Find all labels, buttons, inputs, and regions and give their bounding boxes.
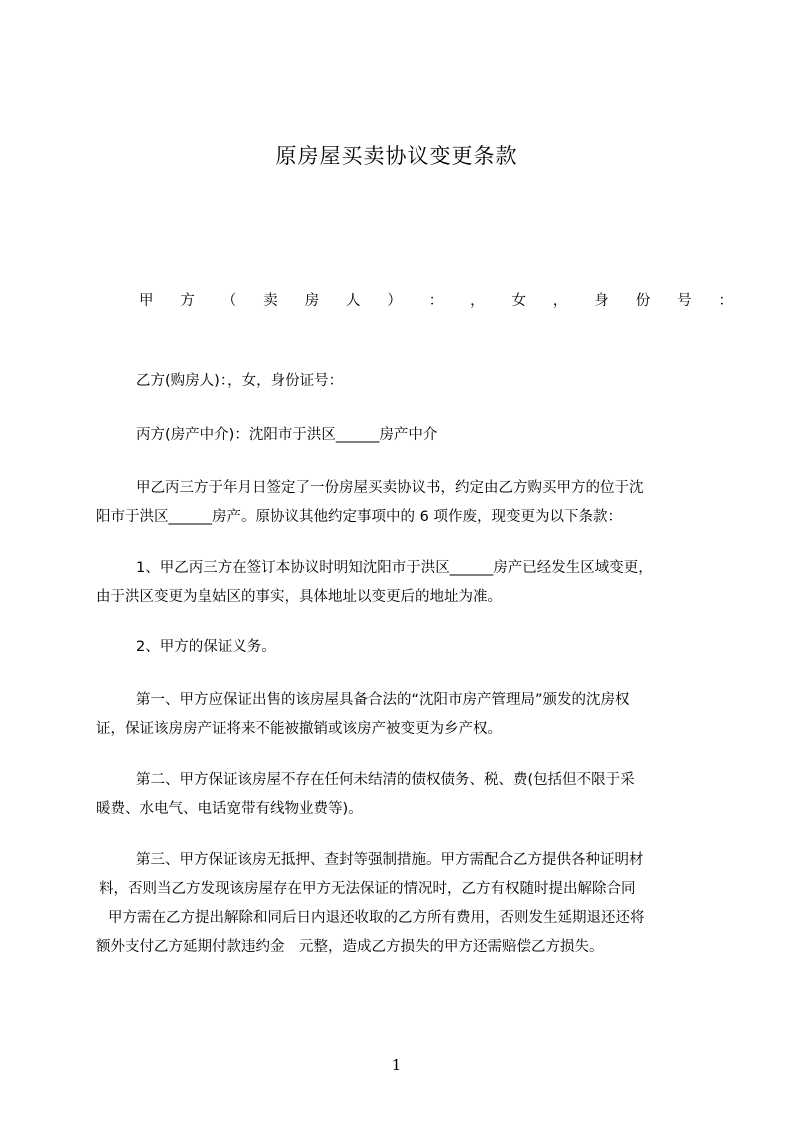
party-c-line: 丙方(房产中介)：沈阳市于洪区______房产中介	[136, 427, 438, 443]
party-a-token: ，	[470, 293, 485, 309]
third-obligation-line: 甲方需在乙方提出解除和同后日内退还收取的乙方所有费用，否则发生延期退还还将	[108, 910, 645, 926]
party-a-token: 房	[304, 293, 320, 309]
party-a-token: 女	[511, 293, 527, 309]
intro-line: 阳市于洪区______房产。原协议其他约定事项中的 6 项作废，现变更为以下条款：	[96, 509, 622, 525]
party-a-token: 份	[635, 293, 651, 309]
first-obligation-line: 第一、甲方应保证出售的该房屋具备合法的“沈阳市房产管理局”颁发的沈房权	[136, 692, 630, 708]
third-obligation-line: 料，否则当乙方发现该房屋存在甲方无法保证的情况时，乙方有权随时提出解除合同	[99, 881, 636, 897]
party-b-line: 乙方(购房人)：，女，身份证号：	[136, 373, 344, 389]
party-a-token: ：	[428, 293, 444, 309]
intro-line: 甲乙丙三方于年月日签定了一份房屋买卖协议书，约定由乙方购买甲方的位于沈	[136, 480, 644, 496]
party-a-token: 身	[594, 293, 609, 309]
first-obligation-line: 证，保证该房房产证将来不能被撤销或该房产被变更为乡产权。	[96, 721, 502, 737]
party-a-token: 方	[180, 293, 195, 309]
page-number: 1	[391, 1056, 402, 1074]
third-obligation-paragraph	[96, 846, 708, 962]
clause-1-line: 由于洪区变更为皇姑区的事实，具体地址以变更后的地址为准。	[96, 589, 502, 605]
party-a-line	[96, 287, 733, 316]
clause-2-heading: 2、甲方的保证义务。	[136, 639, 276, 655]
clause-1-line: 1、甲乙丙三方在签订本协议时明知沈阳市于洪区______房产已经发生区域变更，	[136, 560, 653, 576]
clause-1-paragraph	[96, 554, 708, 612]
second-obligation-line: 暖费、水电气、电话宽带有线物业费等)。	[96, 801, 363, 817]
party-a-token: 卖	[263, 293, 278, 309]
intro-paragraph	[96, 474, 708, 532]
document-title: 原房屋买卖协议变更条款	[275, 144, 518, 168]
third-obligation-line: 第三、甲方保证该房无抵押、查封等强制措施。甲方需配合乙方提供各种证明材	[136, 852, 644, 868]
second-obligation-line: 第二、甲方保证该房屋不存在任何未结清的债权债务、税、费(包括但不限于采	[136, 772, 635, 788]
party-a-token: 号	[677, 293, 692, 309]
party-a-token: 甲	[139, 293, 154, 309]
party-a-token: ：	[718, 293, 733, 309]
party-a-token: 人	[345, 293, 361, 309]
third-obligation-line: 额外支付乙方延期付款违约金 元整，造成乙方损失的甲方还需赔偿乙方损失。	[96, 939, 604, 955]
party-a-token: （	[221, 293, 237, 309]
party-a-token: ）	[387, 293, 402, 309]
party-a-token: ，	[552, 293, 568, 309]
first-obligation-paragraph	[96, 686, 708, 744]
second-obligation-paragraph	[96, 766, 708, 824]
